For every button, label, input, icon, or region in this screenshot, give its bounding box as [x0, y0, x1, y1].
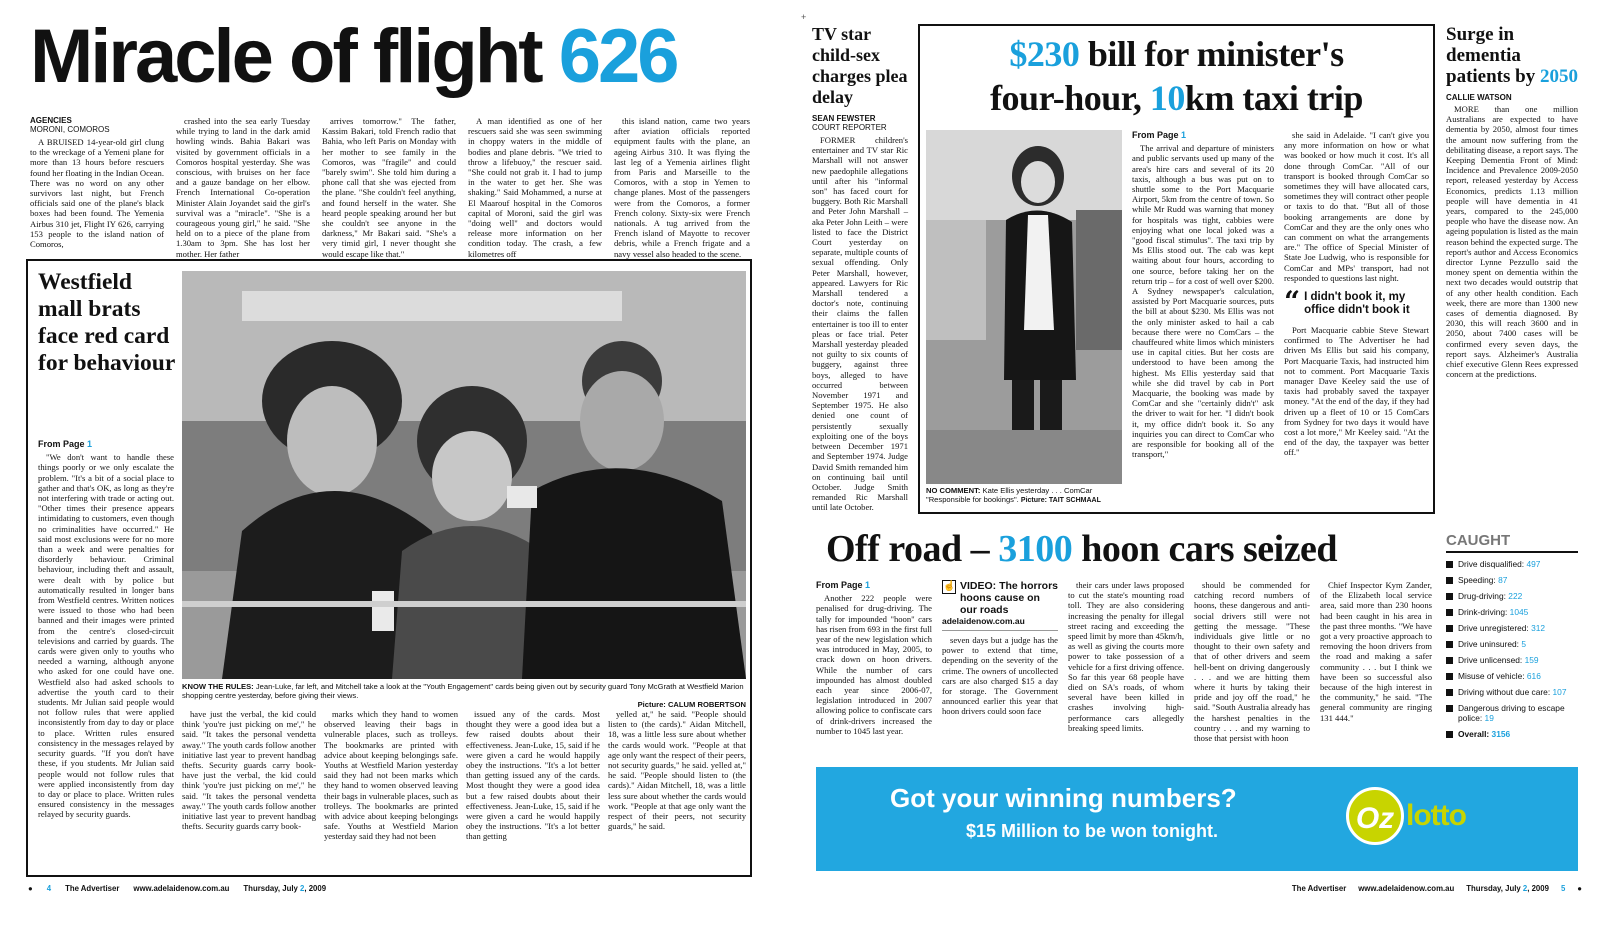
lead-col-4 — [468, 116, 602, 259]
hoon-from-page — [816, 580, 932, 590]
hoon-from-page-num: 1 — [865, 580, 871, 590]
westfield-from-page-num: 1 — [87, 439, 93, 449]
bullet-square-icon — [1446, 641, 1453, 648]
footer-bullet-icon: ● — [1577, 884, 1582, 893]
caught-item-text — [1458, 623, 1545, 633]
caught-item-text — [1458, 575, 1507, 585]
right-footer-page: 5 — [1560, 884, 1566, 893]
caught-item-label: Drive disqualified: — [1458, 559, 1527, 569]
right-footer — [1240, 884, 1582, 893]
caught-item-value: 1045 — [1509, 607, 1529, 617]
caught-item-label: Drive uninsured: — [1458, 639, 1522, 649]
caught-item-label: Drive unlicensed: — [1458, 655, 1525, 665]
caught-item-value: 159 — [1524, 655, 1539, 665]
hoon-col-2-text: seven days but a judge has the power to extend that time, depending on the severity of the crime. The owners of uncollected cars are also charged $15 a day for storage. The Government announced earlier this year that hoon drivers could soon face — [942, 635, 1058, 717]
hoon-col-4-text: should be commended for catching record numbers of hoons, these dangerous and anti-social drivers still were not getting the message. "These individuals give little or no thought to their own safety and that of other drivers and seem hell-bent on driving dangerously . . . and we are hitting them where it hurts by taking their pride and joy off the road," he said. "South Australia already has the harshest penalties in the country . . . and my warning to those that persist with hoon — [1194, 580, 1310, 744]
ozlotto-logo-lotto: lotto — [1406, 799, 1466, 832]
taxi-pullquote — [1284, 285, 1429, 319]
right-footer-date-year: , 2009 — [1527, 884, 1549, 893]
caught-item-value: 3156 — [1491, 729, 1511, 739]
tv-story — [812, 24, 908, 514]
dementia-body-col — [1446, 104, 1578, 476]
lead-col-5-text: this island nation, came two years after aviation officials reported equipment faults with the plane, an ageing Airbus 310. It was flying the last leg of a Yemenia airlines flight from Paris and Marseille to the Comoros, with a stop in Yemen to change planes. Most of the passengers were from the Comoros, a former French colony. Sixty-six were French nationals. A tug arrived from the French island of Mayotte to recover debris, while a French frigate and a navy vessel also headed to the scene. — [614, 116, 750, 259]
taxi-from-page-num: 1 — [1181, 130, 1187, 140]
caught-item-value: 222 — [1508, 591, 1523, 601]
caught-item-value: 87 — [1498, 575, 1508, 585]
hoon-col-3-text: their cars under laws proposed to cut the state's mounting road toll. They are also considering increasing the penalty for illegal street racing and exceeding the speed limit by more than 45km/h, as well as giving the courts more power to take possession of a vehicle for a first driving offence. So far this year 68 people have died on SA's roads, of whom several have been killed in crashes involving high-performance cars allegedly breaking speed limits. — [1068, 580, 1184, 733]
ozlotto-sub: $15 Million to be won tonight. — [966, 821, 1218, 841]
taxi-from-page — [1132, 130, 1274, 140]
lead-story — [30, 116, 750, 259]
lead-headline-number: 626 — [558, 14, 677, 99]
taxi-from-page-label: From Page — [1132, 130, 1182, 140]
caught-item-text — [1458, 607, 1528, 617]
westfield-headline: Westfield mall brats face red card for behaviour — [38, 269, 176, 376]
right-footer-paper: The Advertiser — [1291, 884, 1347, 893]
taxi-caption-text: Kate Ellis yesterday . . . ComCar "Responsible for bookings". — [926, 486, 1093, 504]
taxi-headline-line1: bill for minister's — [1079, 34, 1344, 74]
taxi-col-2a-text: she said in Adelaide. "I can't give you any more information on how or what was booked or how much it cost. It's all done through ComCar. "All of our transport is booked through ComCar so sometimes they will have allocated cars, sometimes they will contract other people or taxis to do that. "But all of those booking arrangements are done by ComCar and they are the only ones who can comment on what the arrangements are." The office of Special Minister of State Joe Ludwig, who is responsible for ComCar and MPs' transport, had not responded to questions last night. — [1284, 130, 1429, 283]
westfield-body-col — [38, 439, 174, 871]
dementia-story — [1446, 24, 1578, 514]
dementia-headline-text: Surge in dementia patients by — [1446, 24, 1540, 87]
tv-role: COURT REPORTER — [812, 123, 887, 132]
caught-item-value: 616 — [1526, 671, 1541, 681]
dementia-byline: CALLIE WATSON — [1446, 93, 1512, 102]
caught-item-text — [1458, 591, 1522, 601]
taxi-photo-credit: Picture: TAIT SCHMAAL — [1020, 497, 1101, 504]
taxi-headline-amount: $230 — [1009, 34, 1080, 74]
hoon-col-5-text: Chief Inspector Kym Zander, of the Elizabeth local service area, said more than 230 hoons had been caught in his area in the past three months. "We have got a very proactive approach to removing the hoon drivers from the road and making a safer community . . . but I think we have been so successful also because of the high interest in the community," he said. "The general community are ringing 131 444." — [1320, 580, 1432, 723]
right-footer-date-day: 2 — [1522, 884, 1528, 893]
left-footer-date-day: 2 — [300, 884, 305, 893]
tv-body: FORMER children's entertainer and TV star Ric Marshall will not answer new paedophile allegations until after his "informal son" has faced court for buggery. Both Ric Marshall and Peter John Marshall – aka Peter John Leith – were listed to face the District Court yesterday on separate, multiple counts of sexual offending. Only Peter Marshall, however, appeared. Lawyers for Ric Marshall tendered a doctor's note, continuing their claims the fallen entertainer is too ill to enter pleas or face trial. Peter Marshall yesterday pleaded not guilty to six counts of buggery, against three boys, alleged to have occurred between November 1971 and September 1975. He also denied one count of persistently sexually exploiting one of the boys between December 1971 and September 1974. Judge David Smith remanded him on continuing bail until October. Judge Smith remanded Ric Marshall until late October. — [812, 135, 908, 513]
video-promo-site: adelaidenow.com.au — [942, 616, 1025, 626]
hoon-headline — [826, 526, 1337, 572]
hoon-col-3 — [1068, 580, 1184, 756]
lead-col-2 — [176, 116, 310, 259]
caught-item-value: 19 — [1484, 713, 1494, 723]
left-footer-site: www.adelaidenow.com.au — [133, 884, 230, 893]
taxi-headline — [920, 32, 1433, 120]
caught-list — [1446, 559, 1578, 739]
ozlotto-logo-oz: Oz — [1346, 787, 1404, 845]
dementia-headline — [1446, 24, 1578, 87]
video-promo-title: VIDEO: The horrors hoons cause on our roads — [960, 580, 1059, 616]
caught-item — [1446, 607, 1578, 617]
bullet-square-icon — [1446, 731, 1453, 738]
lead-col-4-text: A man identified as one of her rescuers said she was seen swimming in choppy waters in the middle of bodies and plane debris. "We tried to throw a lifebuoy," the rescuer said. "She could not grab it. I had to jump in the water to get her. She was shaking." Said Mohammed, a nurse at El Maarouf hospital in the Comoros capital of Moroni, said the girl was "doing well" and doctors would release more information on her condition today. The crash, a few kilometres off — [468, 116, 602, 259]
westfield-lower-col-1 — [182, 709, 316, 873]
westfield-photo-art — [182, 271, 746, 679]
left-footer — [28, 884, 750, 893]
video-promo[interactable] — [942, 580, 1058, 631]
westfield-caption-text: Jean-Luke, far left, and Mitchell take a look at the "Youth Engagement" cards being given out by security guard Tony McGrath at Westfield Marion shopping centre yesterday, before giving their views. — [182, 682, 744, 700]
lead-headline-text: Miracle of flight — [30, 14, 559, 99]
video-click-icon: ☝ — [943, 581, 956, 592]
tv-headline: TV star child-sex charges plea delay — [812, 24, 908, 107]
caught-item-label: Driving without due care: — [1458, 687, 1553, 697]
taxi-headline-line2a: four-hour, — [990, 78, 1150, 118]
caught-item-label: Overall: — [1458, 729, 1492, 739]
westfield-lower-col-1-text: have just the verbal, the kid could think 'you're just picking on me'," he said. "It takes the personal vendetta away." The youth cards follow another initiative last year to prevent handbag thefts. Security guards carry book- have just the verbal, the kid could think 'you're just picking on me'," he said. "It takes the personal vendetta away." The youth cards follow another initiative last year to prevent handbag thefts. Security guards carry book- — [182, 709, 316, 832]
westfield-lower-col-3 — [466, 709, 600, 873]
caught-item-label: Misuse of vehicle: — [1458, 671, 1527, 681]
taxi-headline-km: 10 — [1149, 78, 1185, 118]
caught-item-label: Speeding: — [1458, 575, 1499, 585]
bullet-square-icon — [1446, 577, 1453, 584]
right-page — [800, 0, 1599, 927]
hoon-col-5 — [1320, 580, 1432, 756]
lead-headline — [30, 14, 677, 100]
caught-item — [1446, 687, 1578, 697]
ozlotto-logo — [1346, 787, 1466, 845]
caught-item-value: 497 — [1526, 559, 1541, 569]
caught-item-value: 5 — [1521, 639, 1526, 649]
lead-agency: AGENCIES — [30, 116, 72, 125]
bullet-square-icon — [1446, 689, 1453, 696]
dementia-headline-year: 2050 — [1539, 66, 1578, 87]
westfield-photo-credit: Picture: CALUM ROBERTSON — [637, 700, 746, 709]
taxi-photo-art — [926, 130, 1122, 484]
caught-title: CAUGHT — [1446, 532, 1578, 553]
hoon-col-1-text: Another 222 people were penalised for drug-driving. The tally for impounded "hoon" cars has risen from 693 in the first full year of the new legislation which was introduced in May, 2005, to crack down on hoon drivers. While the number of cars impounded has almost doubled each year since 2006-07, legislation introduced in 2007 allowing police to confiscate cars of drink-drivers increased the number to 1045 last year. — [816, 593, 932, 736]
taxi-caption-lead: NO COMMENT: — [926, 486, 981, 495]
caught-item — [1446, 591, 1578, 601]
caught-item — [1446, 655, 1578, 665]
taxi-pullquote-text: I didn't book it, my office didn't book it — [1304, 291, 1410, 317]
caught-item — [1446, 729, 1578, 739]
westfield-lower-col-2-text: marks which they hand to women observed leaving their bags in vulnerable places, such as trolleys. The bookmarks are printed with advice about keeping belongings safe. Youths at Westfield Marion yesterday said they had not been marks which they hand to women observed leaving their bags in vulnerable places, such as trolleys. The bookmarks are printed with advice about keeping belongings safe. Youths at Westfield Marion yesterday said they had not been — [324, 709, 458, 842]
lead-dateline: MORONI, COMOROS — [30, 125, 110, 134]
hoon-from-page-label: From Page — [816, 580, 866, 590]
westfield-body: "We don't want to handle these things poorly or we only escalate the problem. "It's a bit of a social place to gather and that's OK, as long as they're not interfering with trade or acting out. "Other times their presence appears intimidating to customers, even though no criminalities have occurred." He said most exclusions were for no more than a week and were penalties for disorderly behaviour. Criminal behaviour, including theft and assault, were dealt with by police but automatically resulted in longer bans from Westfield centres. Written notices were issued to those who had been banned and their images were printed from the centre's closed-circuit televisions and carried by guards. The cards were given only to youths who needed a warning, although anyone who asked for one could have one. Westfield also had asked schools to advertise the youth card to their students. Mr Julian said people would not follow rules that were applied inconsistently from day to day or place to place. Written rules ensured consistency in the messages relayed by security guards. "If you don't have these, if you students. Mr Julian said people would not follow rules that were applied inconsistently from day to day or place to place. Written rules ensured consistency in the messages relayed by security guards. — [38, 452, 174, 820]
caught-item-value: 312 — [1531, 623, 1546, 633]
westfield-from-page — [38, 439, 174, 449]
caught-item-value: 107 — [1552, 687, 1567, 697]
westfield-lower-col-2 — [324, 709, 458, 873]
caught-item — [1446, 559, 1578, 569]
footer-bullet-icon: ● — [28, 884, 33, 893]
bullet-square-icon — [1446, 657, 1453, 664]
taxi-headline-line2b: km taxi trip — [1184, 78, 1363, 118]
westfield-caption-lead: KNOW THE RULES: — [182, 682, 254, 691]
hoon-col-4 — [1194, 580, 1310, 756]
left-footer-date-prefix: Thursday, July — [243, 884, 301, 893]
bullet-square-icon — [1446, 625, 1453, 632]
caught-panel — [1446, 532, 1578, 756]
lead-col-2-text: crashed into the sea early Tuesday while trying to land in the dark amid howling winds. Bahia Bakari was visited by government officials in a Comoros hospital yesterday. She was conscious, with bruises on her face and a gauze bandage on her elbow. French International Co-operation Minister Alain Joyandet said the girl's survival was a "miracle". "She is a courageous young girl," he said. "She held on to a piece of the plane from 1.30am to 3pm. She has lost her mother. Her father — [176, 116, 310, 259]
hoon-headline-b: hoon cars seized — [1072, 528, 1338, 570]
right-footer-site: www.adelaidenow.com.au — [1358, 884, 1455, 893]
westfield-lower-col-4 — [608, 709, 746, 873]
page-gutter — [780, 0, 800, 927]
caught-item — [1446, 671, 1578, 681]
ozlotto-ad[interactable] — [816, 767, 1578, 871]
taxi-photo — [926, 130, 1122, 484]
caught-item-text — [1458, 729, 1510, 739]
taxi-story — [918, 24, 1435, 514]
bullet-square-icon — [1446, 593, 1453, 600]
caught-item-label: Drug-driving: — [1458, 591, 1509, 601]
left-footer-date-year: , 2009 — [304, 884, 327, 893]
right-footer-date — [1466, 884, 1549, 893]
westfield-from-page-label: From Page — [38, 439, 88, 449]
westfield-story — [26, 259, 752, 877]
westfield-photo — [182, 271, 746, 679]
caught-item-label: Drink-driving: — [1458, 607, 1510, 617]
lead-col-5 — [614, 116, 750, 259]
caught-item — [1446, 623, 1578, 633]
dementia-body: MORE than one million Australians are expected to have dementia by 2050, almost four times the amount now suffering from the debilitating disease, a report says. The Keeping Dementia Front of Mind: Incidence and Prevalence 2009-2050 report, released yesterday by Access Economics, predicts 1.13 million people will have dementia in 41 years, compared to the 245,000 people who have the disease now. An ageing population is listed as the main reason behind the expected surge. The report's author and Access Economics director Lynne Pezzullo said the money spent on dementia within the next two decades would outstrip that of any other health condition. Each week, there are more than 1300 new cases of dementia diagnosed. By 2030, this will reach 3600 and in 2050, about 7400 cases will be confirmed every seven days, the report says. Alzheimer's Australia chief executive Glenn Rees expressed concern at the predictions. — [1446, 104, 1578, 380]
taxi-col-2 — [1284, 130, 1429, 510]
left-footer-page: 4 — [46, 884, 52, 893]
tv-byline: SEAN FEWSTER — [812, 114, 876, 123]
taxi-col-1 — [1132, 130, 1274, 510]
bullet-square-icon — [1446, 673, 1453, 680]
lead-col-3 — [322, 116, 456, 259]
video-promo-row — [942, 580, 1058, 616]
bullet-square-icon — [1446, 561, 1453, 568]
left-page — [0, 0, 780, 927]
quote-mark-icon: “ — [1284, 285, 1301, 319]
taxi-col-2b-text: Port Macquarie cabbie Steve Stewart confirmed to The Advertiser he had driven Ms Ellis but said his company, Port Macquarie Taxis, had instructed him not to comment. Port Macquarie Taxis manager Dave Keeley said the use of taxis had probably saved the taxpayer money. "At the end of the day, if they had driven up a fleet of 10 or 15 ComCars from Sydney for two days it would have cost a lot more," Mr Keeley said. "At the end of the day, the taxpayer was better off." — [1284, 325, 1429, 458]
caught-item-label: Dangerous driving to escape police: — [1458, 703, 1565, 723]
westfield-caption — [182, 682, 746, 712]
caught-item-text — [1458, 671, 1541, 681]
caught-item-text — [1458, 687, 1566, 697]
hoon-col-2 — [942, 580, 1058, 756]
taxi-caption — [926, 486, 1122, 510]
westfield-lower-col-3-text: issued any of the cards. Most thought they were a good idea but a few raised doubts about their effectiveness. Jean-Luke, 15, said if he were given a card he would happily obey the instructions. "It's a lot better than getting issued any of the cards. Most thought they were a good idea but a few raised doubts about their effectiveness. Jean-Luke, 15, said if he were given a card he would happily obey the instructions. "It's a lot better than getting — [466, 709, 600, 842]
caught-item-text — [1458, 703, 1578, 723]
hoon-col-2-body — [942, 635, 1058, 745]
westfield-lower-col-4-text: yelled at," he said. "People should listen to (the cards)." Aidan Mitchell, 18, was a little less sure about whether the cards would work. "People at that age only want the respect of their peers, not security guards," he said. yelled at," he said. "People should listen to (the cards)." Aidan Mitchell, 18, was a little less sure about whether the cards would work. "People at that age only want the respect of their peers, not security guards," he said. — [608, 709, 746, 832]
caught-item-text — [1458, 655, 1539, 665]
hoon-col-1 — [816, 580, 932, 756]
bullet-square-icon — [1446, 609, 1453, 616]
caught-item — [1446, 639, 1578, 649]
left-footer-paper: The Advertiser — [65, 884, 120, 893]
caught-item-label: Drive unregistered: — [1458, 623, 1532, 633]
lead-col-3-text: arrives tomorrow." The father, Kassim Bakari, told French radio that Bahia, who left Paris on Monday with her mother to see family in the Comoros, was "fragile" and could "barely swim". She told him during a phone call that she was ejected from the plane. "She couldn't feel anything, and found herself in the water. She heard people speaking around her but she couldn't see anyone in the darkness," Mr Bakari said. "She's a very timid girl, I never thought she would escape like that." — [322, 116, 456, 259]
right-footer-date-prefix: Thursday, July — [1466, 884, 1523, 893]
left-footer-date — [243, 884, 326, 893]
caught-item — [1446, 703, 1578, 723]
caught-item-text — [1458, 639, 1526, 649]
lead-col-1-text: A BRUISED 14-year-old girl clung to the wreckage of a Yemeni plane for more than 13 hours before rescuers found her floating in the Indian Ocean. There was no word on any other survivors last night, but French officials said one of the plane's black boxes had been found. The Yemenia Airbus 310 jet, Flight IY 626, carrying 153 people to the island nation of Comoros, — [30, 137, 164, 250]
bullet-square-icon — [1446, 705, 1453, 712]
hoon-headline-a: Off road – — [826, 528, 999, 570]
tv-body-col — [812, 135, 908, 513]
lead-col-1 — [30, 116, 164, 256]
caught-item-text — [1458, 559, 1540, 569]
crop-mark: + — [801, 12, 807, 22]
hoon-headline-num: 3100 — [998, 528, 1073, 570]
caught-item — [1446, 575, 1578, 585]
ozlotto-headline: Got your winning numbers? — [890, 783, 1237, 813]
taxi-col-1-text: The arrival and departure of ministers and public servants used up many of the area's hire cars and several of its 20 taxis, although a bus was put on to shuttle some to the Port Macquarie Airport, 5km from the centre of town. So while Mr Rudd was warning that money for hospitals was tight, cabbies were enjoying what one local joked was a "good fiscal stimulus". The taxi trip by Ms Ellis stood out. The cab was kept waiting about four hours, according to one source, before taking her on the return trip – for a cost of well over $200. A Sydney newspaper's calculation, assisted by Port Macquarie sources, puts the bill at about $230. Ms Ellis was not the only minister asked to hail a cab because there were no ComCars – the chauffeured white limos which ministers use in capital cities. But her costs are understood to have been among the highest. Ms Ellis yesterday said that while she did travel by cab in Port Macquarie, the booking was made by ComCar and she "certainly didn't" ask the driver to wait for her. "I didn't book it, my office didn't book it. So any inquiries you can direct to ComCar who are responsible for booking all of the transport," — [1132, 143, 1274, 460]
